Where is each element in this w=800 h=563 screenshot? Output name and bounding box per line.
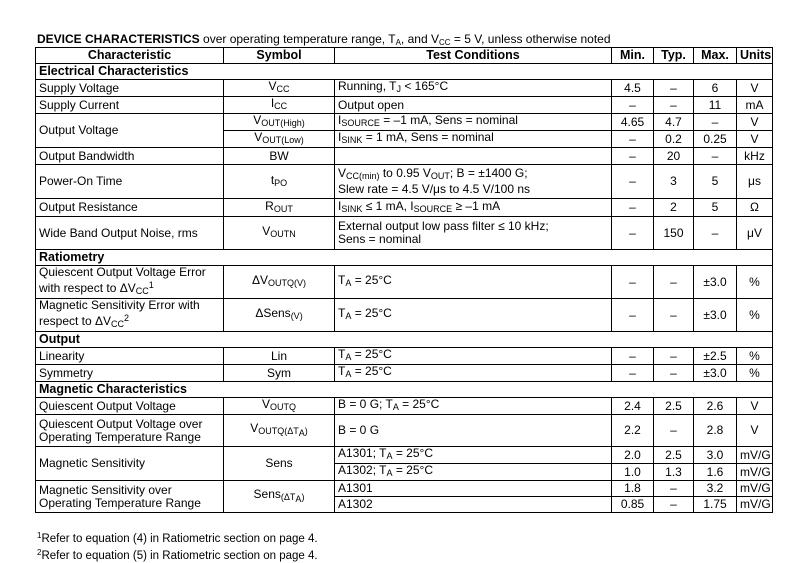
units-cell: mA [737, 97, 773, 114]
min-cell: – [612, 217, 654, 250]
test-condition-cell: $T_A = 25^\circ C$ [335, 266, 612, 299]
units-cell: μs [737, 165, 773, 199]
units-cell: mV/G [737, 481, 773, 497]
typ-cell: – [654, 415, 694, 447]
symbol-cell: $V_{OUT(High)}$ [224, 114, 335, 131]
max-cell: 2.6 [694, 398, 737, 415]
test-condition-cell: B = 0 G; $T_A = 25^\circ C$ [335, 398, 612, 415]
symbol-cell: Sens [224, 447, 335, 481]
footnote-2: $^2$Refer to equation (5) in Ratiometric section on page 4. [37, 548, 318, 562]
section-row [36, 332, 773, 348]
characteristic-cell: Supply Voltage [36, 80, 224, 97]
test-condition-cell: Running, $T_J < 165^\circ C$ [335, 80, 612, 97]
header-units: Units [737, 48, 773, 64]
typ-cell: 20 [654, 148, 694, 165]
typ-cell: 4.7 [654, 114, 694, 131]
characteristic-cell: Magnetic Sensitivity over Operating Temperature Range [36, 481, 224, 513]
title-text: over operating temperature range, T [199, 32, 396, 46]
min-cell: – [612, 148, 654, 165]
max-cell: 3.2 [694, 481, 737, 497]
test-condition-cell: A1301 [335, 481, 612, 497]
min-cell: 4.65 [612, 114, 654, 131]
table-row [36, 199, 773, 217]
typ-cell: 2 [654, 199, 694, 217]
units-cell: V [737, 80, 773, 97]
section-magnetic: Magnetic Characteristics [36, 382, 773, 398]
min-cell: – [612, 365, 654, 382]
title-text: = 5 V, unless otherwise noted [450, 32, 611, 46]
section-row [36, 382, 773, 398]
max-cell: – [694, 148, 737, 165]
typ-cell: – [654, 266, 694, 299]
table-row [36, 165, 773, 199]
min-cell: – [612, 97, 654, 114]
table-row [36, 299, 773, 332]
table-row [36, 217, 773, 250]
typ-cell: 0.2 [654, 131, 694, 148]
max-cell: – [694, 217, 737, 250]
max-cell: ±3.0 [694, 266, 737, 299]
typ-cell: 150 [654, 217, 694, 250]
max-cell: 3.0 [694, 447, 737, 464]
characteristic-cell: Wide Band Output Noise, rms [36, 217, 224, 250]
test-condition-cell: $I_{SINK} = 1$ mA, Sens = nominal [335, 131, 612, 148]
characteristic-cell: Quiescent Output Voltage over Operating Temperature Range [36, 415, 224, 447]
max-cell: 5 [694, 199, 737, 217]
max-cell: 1.75 [694, 497, 737, 513]
header-test-conditions: Test Conditions [335, 48, 612, 64]
characteristic-cell: Symmetry [36, 365, 224, 382]
title-sub: A [395, 38, 401, 47]
max-cell: ±3.0 [694, 299, 737, 332]
units-cell: mV/G [737, 497, 773, 513]
max-cell: 0.25 [694, 131, 737, 148]
table-row [36, 97, 773, 114]
symbol-cell: $\Delta V_{OUTQ(V)}$ [224, 266, 335, 299]
min-cell: – [612, 348, 654, 365]
min-cell: – [612, 165, 654, 199]
min-cell: 1.0 [612, 464, 654, 481]
table-row [36, 481, 773, 497]
min-cell: 2.0 [612, 447, 654, 464]
units-cell: % [737, 348, 773, 365]
characteristic-cell: Supply Current [36, 97, 224, 114]
units-cell: V [737, 114, 773, 131]
table-row [36, 365, 773, 382]
header-max: Max. [694, 48, 737, 64]
section-electrical: Electrical Characteristics [36, 64, 773, 80]
symbol-cell: Sym [224, 365, 335, 382]
title-text: , and V [400, 32, 439, 46]
symbol-cell: Sens$_{(\Delta T_A)}$ [224, 481, 335, 513]
symbol-cell: $V_{OUTQ(\Delta T_A)}$ [224, 415, 335, 447]
symbol-cell: $t_{PO}$ [224, 165, 335, 199]
table-row [36, 148, 773, 165]
max-cell: 1.6 [694, 464, 737, 481]
table-row [36, 114, 773, 131]
table-row [36, 348, 773, 365]
min-cell: – [612, 199, 654, 217]
max-cell: 2.8 [694, 415, 737, 447]
test-condition-cell: $T_A = 25^\circ C$ [335, 365, 612, 382]
section-ratiometry: Ratiometry [36, 250, 773, 266]
table-row [36, 415, 773, 447]
header-row [36, 48, 773, 64]
table-row [36, 80, 773, 97]
title-lead: DEVICE CHARACTERISTICS [37, 32, 200, 46]
units-cell: % [737, 299, 773, 332]
header-symbol: Symbol [224, 48, 335, 64]
min-cell: – [612, 299, 654, 332]
table-title [37, 32, 611, 47]
characteristic-cell: Output Resistance [36, 199, 224, 217]
symbol-cell: $V_{OUT(Low)}$ [224, 131, 335, 148]
max-cell: ±2.5 [694, 348, 737, 365]
typ-cell: 2.5 [654, 447, 694, 464]
test-condition-cell: A1302 [335, 497, 612, 513]
test-condition-cell: $T_A = 25^\circ C$ [335, 299, 612, 332]
max-cell: 11 [694, 97, 737, 114]
typ-cell: – [654, 299, 694, 332]
section-row [36, 250, 773, 266]
test-condition-cell: A1302; $T_A = 25^\circ C$ [335, 464, 612, 481]
min-cell: 1.8 [612, 481, 654, 497]
max-cell: – [694, 114, 737, 131]
title-sub: CC [438, 38, 451, 47]
units-cell: μV [737, 217, 773, 250]
test-condition-cell: External output low pass filter ≤ 10 kHz; Sens = nominal [335, 217, 612, 250]
units-cell: mV/G [737, 464, 773, 481]
characteristic-cell: Magnetic Sensitivity Error with respect to $\Delta V_{CC}^2$ [36, 299, 224, 332]
min-cell: – [612, 266, 654, 299]
test-condition-cell: $I_{SINK} \le 1$ mA, $I_{SOURCE} \ge -1$ mA [335, 199, 612, 217]
test-condition-cell [335, 148, 612, 165]
test-condition-cell: $V_{CC(min)}$ to 0.95 $V_{OUT}$; B = ±1400 G; Slew rate = 4.5 V/μs to 4.5 V/100 ns [335, 165, 612, 199]
units-cell: V [737, 415, 773, 447]
symbol-cell: $V_{OUTQ}$ [224, 398, 335, 415]
test-condition-cell: $I_{SOURCE} = -1$ mA, Sens = nominal [335, 114, 612, 131]
characteristic-cell: Power-On Time [36, 165, 224, 199]
max-cell: ±3.0 [694, 365, 737, 382]
characteristic-cell: Linearity [36, 348, 224, 365]
footnotes [37, 529, 318, 563]
typ-cell: 1.3 [654, 464, 694, 481]
typ-cell: – [654, 348, 694, 365]
units-cell: Ω [737, 199, 773, 217]
characteristic-cell: Magnetic Sensitivity [36, 447, 224, 481]
footnote-1: $^1$Refer to equation (4) in Ratiometric section on page 4. [37, 531, 318, 545]
min-cell: 2.2 [612, 415, 654, 447]
characteristic-cell: Output Bandwidth [36, 148, 224, 165]
units-cell: mV/G [737, 447, 773, 464]
typ-cell: – [654, 481, 694, 497]
characteristic-cell: Output Voltage [36, 114, 224, 148]
characteristic-cell: Quiescent Output Voltage Error with respect to $\Delta V_{CC}^1$ [36, 266, 224, 299]
min-cell: 0.85 [612, 497, 654, 513]
characteristic-cell: Quiescent Output Voltage [36, 398, 224, 415]
table-row [36, 447, 773, 464]
symbol-cell: Lin [224, 348, 335, 365]
max-cell: 6 [694, 80, 737, 97]
units-cell: V [737, 131, 773, 148]
units-cell: V [737, 398, 773, 415]
typ-cell: – [654, 497, 694, 513]
table-row [36, 266, 773, 299]
typ-cell: – [654, 365, 694, 382]
section-output: Output [36, 332, 773, 348]
test-condition-cell: A1301; $T_A = 25^\circ C$ [335, 447, 612, 464]
device-characteristics-table [35, 47, 773, 513]
units-cell: % [737, 365, 773, 382]
test-condition-cell: $T_A = 25^\circ C$ [335, 348, 612, 365]
typ-cell: – [654, 97, 694, 114]
units-cell: kHz [737, 148, 773, 165]
min-cell: – [612, 131, 654, 148]
test-condition-cell: B = 0 G [335, 415, 612, 447]
typ-cell: 2.5 [654, 398, 694, 415]
max-cell: 5 [694, 165, 737, 199]
symbol-cell: $I_{CC}$ [224, 97, 335, 114]
section-row [36, 64, 773, 80]
symbol-cell: $R_{OUT}$ [224, 199, 335, 217]
symbol-cell: $V_{OUTN}$ [224, 217, 335, 250]
typ-cell: – [654, 80, 694, 97]
header-characteristic: Characteristic [36, 48, 224, 64]
typ-cell: 3 [654, 165, 694, 199]
header-min: Min. [612, 48, 654, 64]
table-row [36, 398, 773, 415]
units-cell: % [737, 266, 773, 299]
symbol-cell: $V_{CC}$ [224, 80, 335, 97]
min-cell: 4.5 [612, 80, 654, 97]
symbol-cell: BW [224, 148, 335, 165]
symbol-cell: ΔSens$_{(V)}$ [224, 299, 335, 332]
min-cell: 2.4 [612, 398, 654, 415]
header-typ: Typ. [654, 48, 694, 64]
test-condition-cell: Output open [335, 97, 612, 114]
